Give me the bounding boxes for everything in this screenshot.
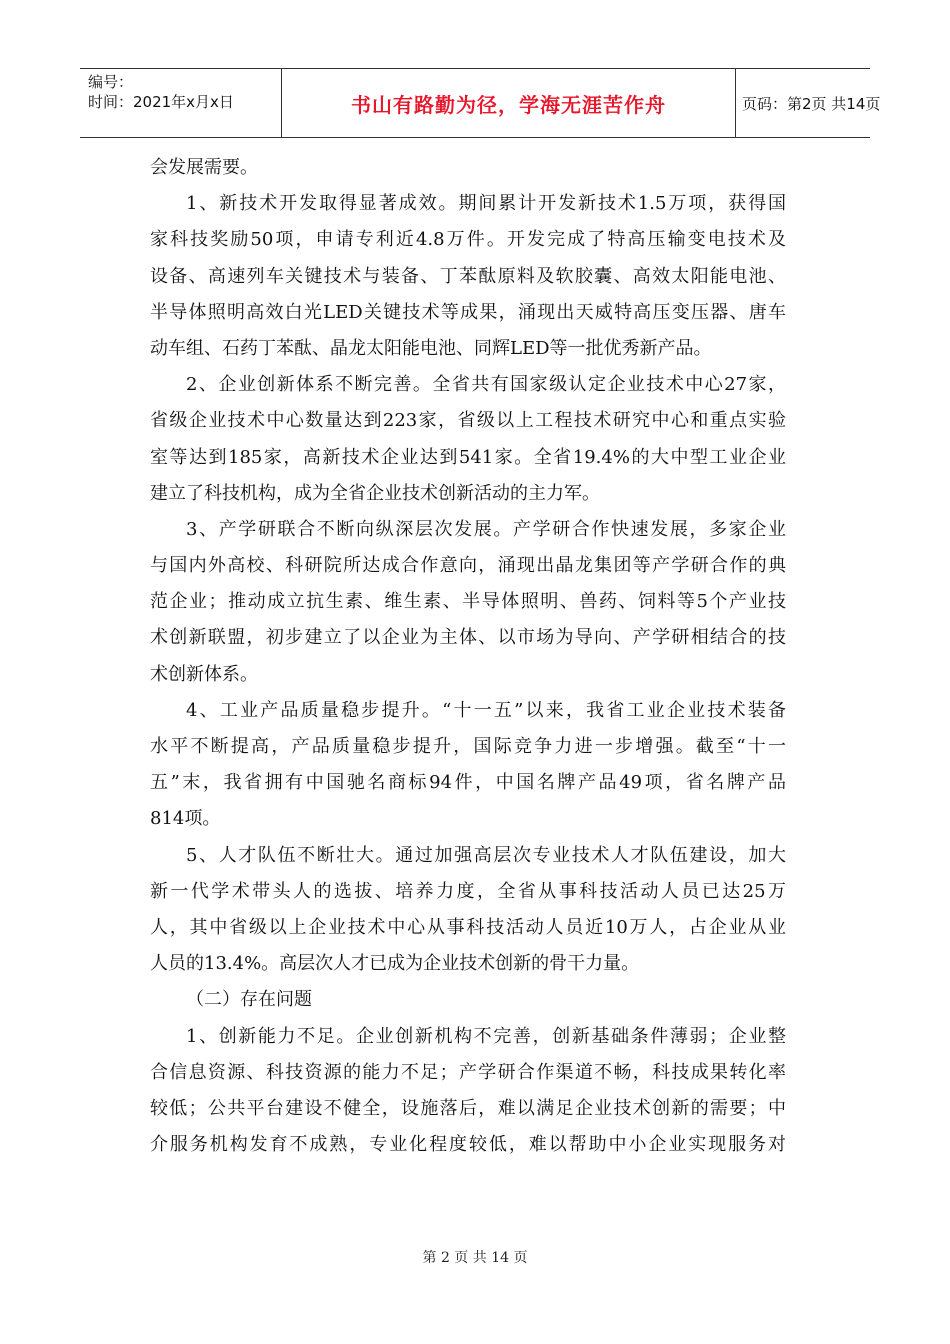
- text-line: 设备、高速列车关键技术与装备、丁苯酞原料及软胶囊、高效太阳能电池、: [150, 265, 786, 287]
- text-line: 人，其中省级以上企业技术中心从事科技活动人员近10万人，占企业从业: [150, 916, 786, 938]
- text-line: 3、产学研联合不断向纵深层次发展。产学研合作快速发展，多家企业: [186, 518, 786, 540]
- page-footer: 第 2 页 共 14 页: [422, 1250, 528, 1266]
- header-meta-cell: [80, 69, 281, 137]
- text-line: 1、创新能力不足。企业创新机构不完善，创新基础条件薄弱；企业整: [186, 1025, 786, 1047]
- text-line: 814项。: [150, 808, 221, 830]
- text-line: 术创新体系。: [150, 663, 258, 685]
- document-date-label: 时间：2021年x月x日: [88, 93, 234, 111]
- text-line: 省级企业技术中心数量达到223家，省级以上工程技术研究中心和重点实验: [150, 410, 786, 432]
- text-line: 动车组、石药丁苯酞、晶龙太阳能电池、同辉LED等一批优秀新产品。: [150, 337, 712, 359]
- text-line: 术创新联盟，初步建立了以企业为主体、以市场为导向、产学研相结合的技: [150, 627, 786, 649]
- text-line: 水平不断提高，产品质量稳步提升，国际竞争力进一步增强。截至“十一: [150, 736, 786, 757]
- text-line: 家科技奖励50项，申请专利近4.8万件。开发完成了特高压输变电技术及: [150, 229, 786, 251]
- text-line: 半导体照明高效白光LED关键技术等成果，涌现出天威特高压变压器、唐车: [150, 301, 786, 323]
- document-number-label: 编号：: [88, 73, 134, 91]
- header-motto: 书山有路勤为径，学海无涯苦作舟: [351, 92, 666, 117]
- text-line: 会发展需要。: [150, 157, 258, 178]
- text-line: 人员的13.4%。高层次人才已成为企业技术创新的骨干力量。: [150, 953, 640, 975]
- text-line: 五”末，我省拥有中国驰名商标94件，中国名牌产品49项，省名牌产品: [150, 772, 786, 794]
- text-line: 1、新技术开发取得显著成效。期间累计开发新技术1.5万项，获得国: [186, 193, 786, 215]
- text-line: 建立了科技机构，成为全省企业技术创新活动的主力军。: [150, 482, 600, 504]
- text-line: 4、工业产品质量稳步提升。“十一五”以来，我省工业企业技术装备: [186, 699, 786, 721]
- text-line: 室等达到185家，高新技术企业达到541家。全省19.4%的大中型工业企业: [150, 446, 786, 468]
- header-page-info: 页码：第2页 共14页: [742, 94, 881, 113]
- text-line: 5、人才队伍不断壮大。通过加强高层次专业技术人才队伍建设，加大: [186, 844, 786, 866]
- page-header: [80, 68, 881, 138]
- text-line: 范企业；推动成立抗生素、维生素、半导体照明、兽药、饲料等5个产业技: [150, 591, 786, 613]
- document-body: [150, 150, 786, 1163]
- text-line: 与国内外高校、科研院所达成合作意向，涌现出晶龙集团等产学研合作的典: [150, 555, 786, 577]
- section-heading: （二）存在问题: [186, 989, 312, 1011]
- text-line: 介服务机构发育不成熟，专业化程度较低，难以帮助中小企业实现服务对: [150, 1134, 786, 1156]
- header-page-cell: [736, 69, 881, 137]
- text-line: 2、企业创新体系不断完善。全省共有国家级认定企业技术中心27家，: [186, 374, 786, 396]
- text-line: 新一代学术带头人的选拔、培养力度，全省从事科技活动人员已达25万: [150, 880, 786, 902]
- header-motto-cell: [281, 69, 736, 137]
- text-line: 较低；公共平台建设不健全，设施落后，难以满足企业技术创新的需要；中: [150, 1097, 786, 1119]
- text-line: 合信息资源、科技资源的能力不足；产学研合作渠道不畅，科技成果转化率: [150, 1061, 786, 1083]
